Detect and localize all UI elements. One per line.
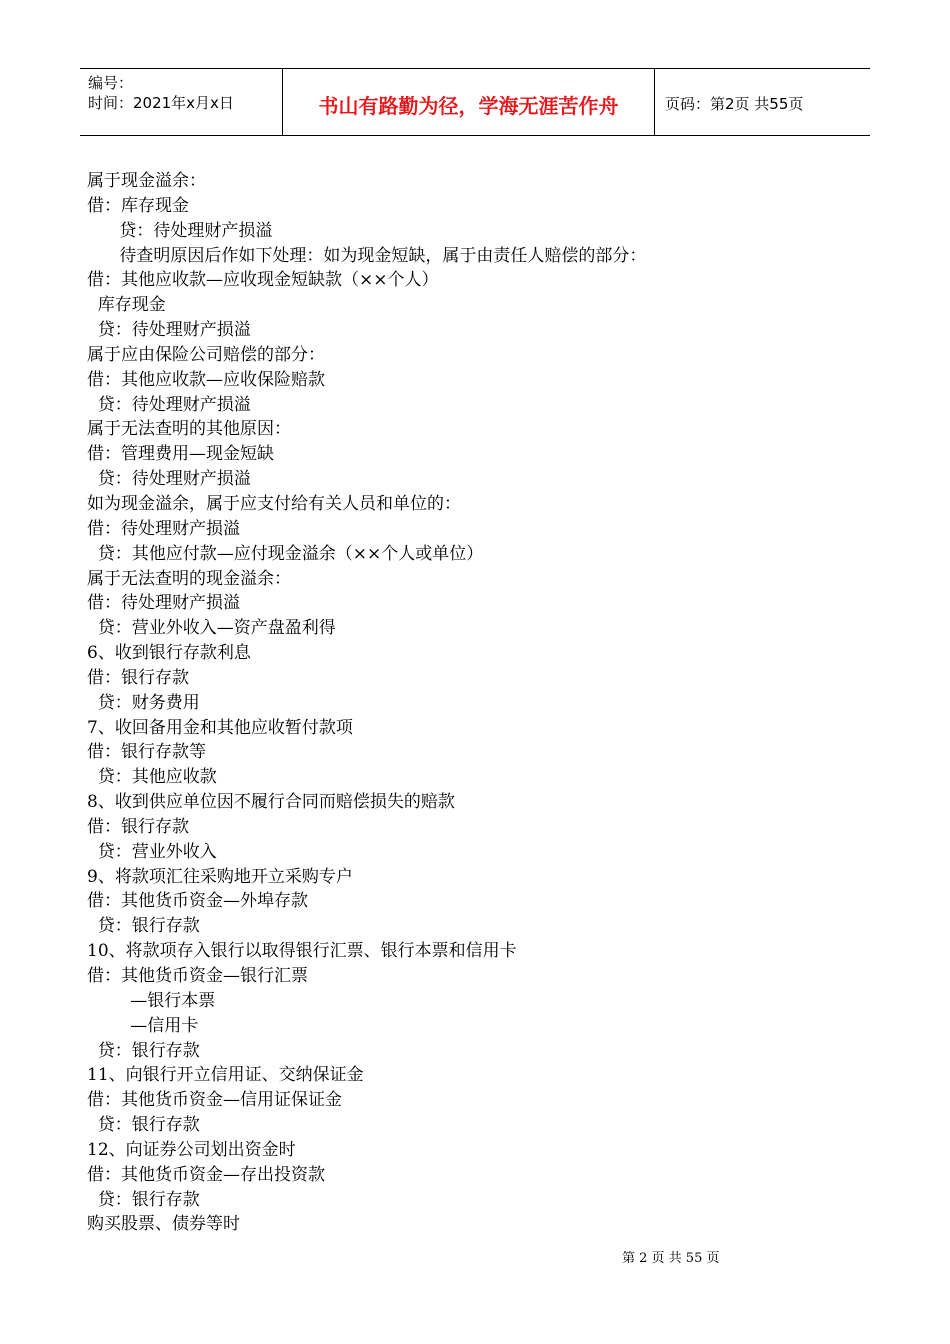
header-page-info: 页码：第2页 共55页 — [665, 94, 804, 113]
text-line: 8、收到供应单位因不履行合同而赔偿损失的赔款 — [87, 792, 455, 813]
text-line: 借：待处理财产损溢 — [87, 518, 240, 539]
text-line: 借：其他货币资金—银行汇票 — [87, 966, 308, 986]
text-line: 借：其他货币资金—外埠存款 — [87, 891, 308, 912]
text-line: 借：其他应收款—应收现金短缺款（××个人） — [87, 270, 439, 291]
text-line: 贷：财务费用 — [87, 692, 200, 713]
document-number-label: 编号： — [88, 74, 134, 92]
text-line: 贷：待处理财产损溢 — [87, 394, 251, 415]
text-line: 贷：银行存款 — [87, 1040, 200, 1061]
text-line: 10、将款项存入银行以取得银行汇票、银行本票和信用卡 — [87, 941, 517, 962]
text-line: 7、收回备用金和其他应收暂付款项 — [87, 717, 353, 738]
text-line: 贷：其他应收款 — [87, 767, 217, 788]
text-line: 如为现金溢余，属于应支付给有关人员和单位的： — [87, 493, 461, 514]
text-line: 待查明原因后作如下处理：如为现金短缺，属于由责任人赔偿的部分： — [87, 245, 647, 266]
text-line: 贷：银行存款 — [87, 916, 200, 937]
header-motto: 书山有路勤为径，学海无涯苦作舟 — [283, 69, 655, 135]
text-line: 借：银行存款 — [87, 667, 189, 688]
text-line: 借：银行存款 — [87, 816, 189, 837]
text-line: 借：库存现金 — [87, 195, 189, 216]
text-line: 12、向证券公司划出资金时 — [87, 1139, 296, 1160]
text-line: 6、收到银行存款利息 — [87, 643, 251, 664]
text-line: 贷：营业外收入 — [87, 841, 217, 862]
page-footer: 第 2 页 共 55 页 — [622, 1251, 720, 1266]
text-line: 属于无法查明的现金溢余： — [87, 568, 291, 589]
text-line: 属于无法查明的其他原因： — [87, 419, 291, 440]
text-line: 贷：待处理财产损溢 — [87, 320, 251, 341]
text-line: 购买股票、债券等时 — [87, 1214, 240, 1235]
text-line: —银行本票 — [87, 990, 216, 1011]
text-line: 贷：其他应付款—应付现金溢余（××个人或单位） — [87, 543, 484, 564]
text-line: 属于现金溢余： — [87, 171, 206, 191]
text-line: 9、将款项汇往采购地开立采购专户 — [87, 866, 353, 887]
text-line: 11、向银行开立信用证、交纳保证金 — [87, 1065, 364, 1086]
text-line: 借：银行存款等 — [87, 742, 206, 763]
text-line: 贷：银行存款 — [87, 1115, 200, 1136]
text-line: 贷：银行存款 — [87, 1189, 200, 1210]
text-line: 借：其他货币资金—存出投资款 — [87, 1164, 325, 1185]
text-line: 库存现金 — [87, 295, 166, 316]
text-line: 贷：营业外收入—资产盘盈利得 — [87, 618, 336, 639]
text-line: 借：待处理财产损溢 — [87, 593, 240, 614]
text-line: 借：其他应收款—应收保险赔款 — [87, 369, 325, 390]
text-line: 属于应由保险公司赔偿的部分： — [87, 344, 325, 365]
document-time-label: 时间：2021年x月x日 — [88, 94, 234, 112]
text-line: —信用卡 — [87, 1015, 199, 1036]
text-line: 借：管理费用—现金短缺 — [87, 444, 274, 465]
page-header — [80, 68, 870, 136]
text-line: 借：其他货币资金—信用证保证金 — [87, 1090, 342, 1111]
header-info-cell — [80, 69, 283, 135]
text-line: 贷：待处理财产损溢 — [87, 469, 251, 490]
text-line: 贷：待处理财产损溢 — [87, 220, 273, 241]
document-body — [87, 169, 867, 1237]
